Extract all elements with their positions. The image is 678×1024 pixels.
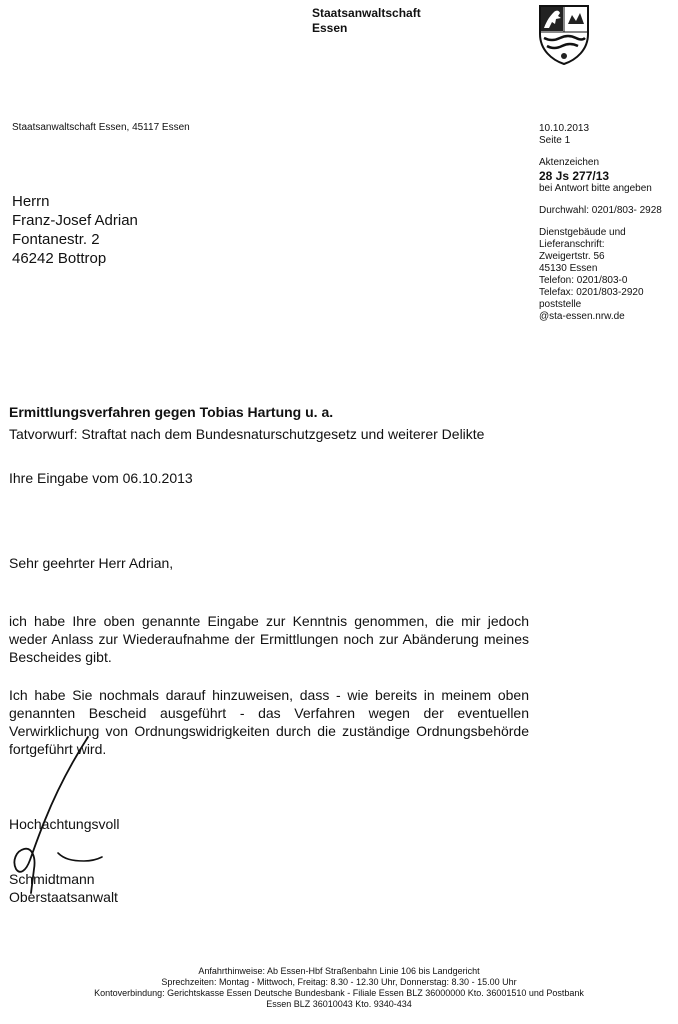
recipient-street: Fontanestr. 2 <box>12 231 100 248</box>
recipient-city: 46242 Bottrop <box>12 250 107 267</box>
submission-reference: Ihre Eingabe vom 06.10.2013 <box>9 470 193 486</box>
page-number: Seite 1 <box>539 135 571 146</box>
building-label-1: Dienstgebäude und <box>539 227 626 238</box>
email-line-2: @sta-essen.nrw.de <box>539 311 625 322</box>
body-paragraph-2: Ich habe Sie nochmals darauf hinzuweisen, dass - wie bereits in meinem oben genannten Bescheid ausgeführt - das Verfahren wegen der eventuellen Verwirklichung von Ordnungswidrigkeiten durch die zuständige Ordnungsbehörde fortgeführt wird. <box>9 687 529 757</box>
file-reference: 28 Js 277/13 <box>539 169 610 183</box>
building-city: 45130 Essen <box>539 263 598 274</box>
email-line-1: poststelle <box>539 299 582 310</box>
authority-name <box>312 6 421 36</box>
signer-name: Schmidtmann <box>9 871 95 887</box>
subject-title: Ermittlungsverfahren gegen Tobias Hartung u. a. <box>9 404 334 420</box>
recipient-salutation: Herrn <box>12 193 50 210</box>
authority-line-1: Staatsanwaltschaft <box>312 6 421 20</box>
footer-directions: Anfahrthinweise: Ab Essen-Hbf Straßenbahn Linie 106 bis Landgericht <box>198 966 480 976</box>
footer <box>0 966 678 1010</box>
subject-charge: Tatvorwurf: Straftat nach dem Bundesnaturschutzgesetz und weiterer Delikte <box>9 426 485 442</box>
footer-office-hours: Sprechzeiten: Montag - Mittwoch, Freitag: 8.30 - 12.30 Uhr, Donnerstag: 8.30 - 15.00 Uhr <box>161 977 517 987</box>
file-reference-note: bei Antwort bitte angeben <box>539 183 652 194</box>
footer-bank-details: Kontoverbindung: Gerichtskasse Essen Deutsche Bundesbank - Filiale Essen BLZ 36000000 Kto. 36001510 und Postbank <box>94 988 584 998</box>
letter-salutation: Sehr geehrter Herr Adrian, <box>9 555 174 571</box>
file-reference-label: Aktenzeichen <box>539 157 600 168</box>
letter-date: 10.10.2013 <box>539 123 590 134</box>
letterhead-sidebar <box>539 123 675 323</box>
authority-line-2: Essen <box>312 21 348 35</box>
signer-title: Oberstaatsanwalt <box>9 889 118 905</box>
recipient-name: Franz-Josef Adrian <box>12 212 138 229</box>
closing-phrase: Hochachtungsvoll <box>9 816 120 832</box>
sender-address-line: Staatsanwaltschaft Essen, 45117 Essen <box>12 122 190 133</box>
direct-dial: Durchwahl: 0201/803- 2928 <box>539 205 662 216</box>
coat-of-arms-icon <box>538 4 590 66</box>
phone-number: Telefon: 0201/803-0 <box>539 275 628 286</box>
fax-number: Telefax: 0201/803-2920 <box>539 287 644 298</box>
footer-bank-details-2: Essen BLZ 36010043 Kto. 9340-434 <box>266 999 412 1009</box>
body-paragraph-1: ich habe Ihre oben genannte Eingabe zur Kenntnis genommen, die mir jedoch weder Anlass zur Wiederaufnahme der Ermittlungen noch zur Abänderung meines Bescheides gibt. <box>9 613 529 665</box>
building-label-2: Lieferanschrift: <box>539 239 605 250</box>
recipient-address <box>12 192 138 268</box>
building-street: Zweigertstr. 56 <box>539 251 605 262</box>
